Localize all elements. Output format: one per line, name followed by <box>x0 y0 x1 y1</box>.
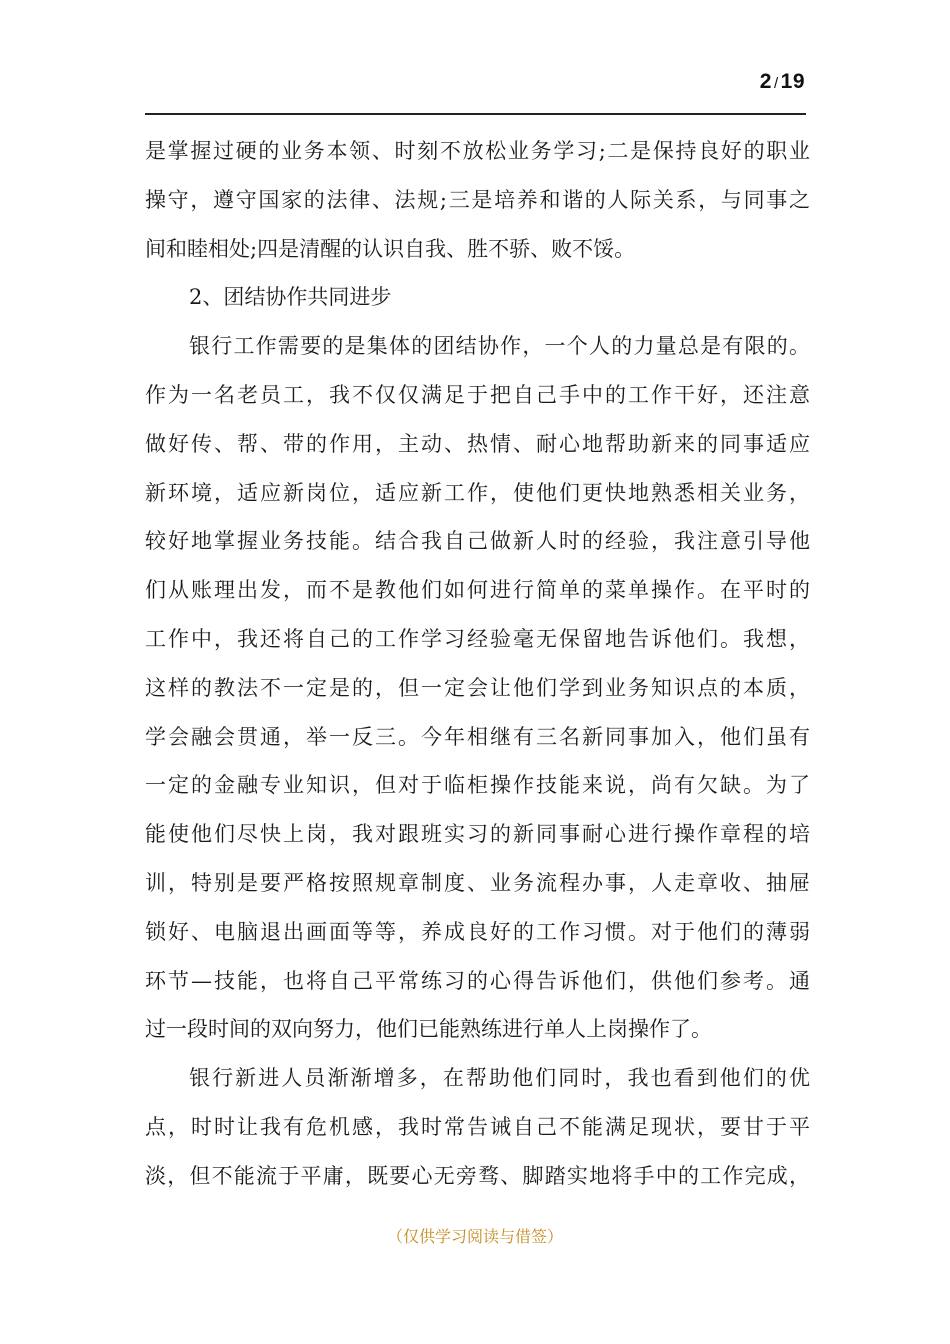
text-line: 操守，遵守国家的法律、法规;三是培养和谐的人际关系，与同事之 <box>145 187 810 212</box>
text-line: 们从账理出发，而不是教他们如何进行简单的菜单操作。在平时的 <box>145 578 810 603</box>
text-line: 银行工作需要的是集体的团结协作，一个人的力量总是有限的。 <box>189 334 810 359</box>
text-line: 作为一名老员工，我不仅仅满足于把自己手中的工作干好，还注意 <box>145 382 810 407</box>
text-line: 环节—技能，也将自己平常练习的心得告诉他们，供他们参考。通 <box>145 968 810 993</box>
text-line: 训，特别是要严格按照规章制度、业务流程办事，人走章收、抽屉 <box>145 870 810 895</box>
text-line: 间和睦相处;四是清醒的认识自我、胜不骄、败不馁。 <box>145 236 636 261</box>
header-rule <box>145 113 806 115</box>
page-number-total: 19 <box>780 70 805 93</box>
text-line: 较好地掌握业务技能。结合我自己做新人时的经验，我注意引导他 <box>145 529 810 554</box>
text-line: 一定的金融专业知识，但对于临柜操作技能来说，尚有欠缺。为了 <box>145 773 810 798</box>
footer-note: （仅供学习阅读与借签） <box>386 1227 563 1246</box>
text-line: 工作中，我还将自己的工作学习经验毫无保留地告诉他们。我想， <box>145 626 810 651</box>
text-line: 新环境，适应新岗位，适应新工作，使他们更快地熟悉相关业务， <box>145 480 810 505</box>
text-line: 这样的教法不一定是的，但一定会让他们学到业务知识点的本质， <box>145 675 810 700</box>
text-line: 学会融会贯通，举一反三。今年相继有三名新同事加入，他们虽有 <box>145 724 810 749</box>
section-heading: 2、团结协作共同进步 <box>189 285 392 310</box>
text-line: 锁好、电脑退出画面等等，养成良好的工作习惯。对于他们的薄弱 <box>145 919 810 944</box>
page-number-separator: / <box>773 75 779 92</box>
page-number-current: 2 <box>759 70 772 93</box>
text-line: 过一段时间的双向努力，他们已能熟练进行单人上岗操作了。 <box>145 1017 712 1042</box>
text-line: 淡，但不能流于平庸，既要心无旁骛、脚踏实地将手中的工作完成， <box>145 1163 810 1188</box>
document-body <box>145 127 810 1201</box>
text-line: 做好传、帮、带的作用，主动、热情、耐心地帮助新来的同事适应 <box>145 431 810 456</box>
text-line: 银行新进人员渐渐增多，在帮助他们同时，我也看到他们的优 <box>189 1066 810 1091</box>
page-number <box>760 70 805 94</box>
text-line: 点，时时让我有危机感，我时常告诫自己不能满足现状，要甘于平 <box>145 1114 810 1139</box>
text-line: 是掌握过硬的业务本领、时刻不放松业务学习;二是保持良好的职业 <box>145 139 810 163</box>
text-line: 能使他们尽快上岗，我对跟班实习的新同事耐心进行操作章程的培 <box>145 822 810 847</box>
